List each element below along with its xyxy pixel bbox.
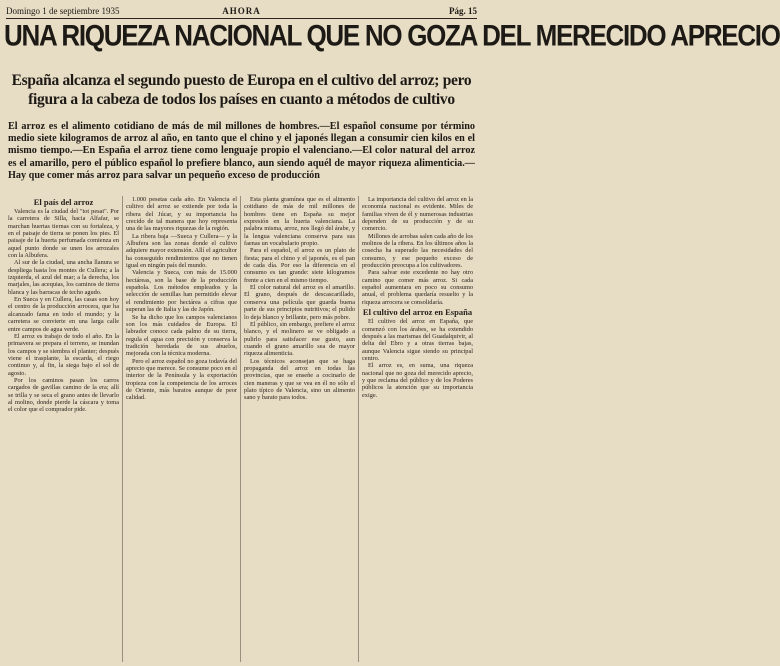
- section-title: El país del arroz: [33, 197, 94, 207]
- subheadline: España alcanza el segundo puesto de Europa en el cultivo del arroz; pero figura a la cabeza de todos los países en cuanto a métodos de cultivo: [11, 72, 472, 108]
- column-divider: [358, 196, 359, 662]
- column-paragraph: La ribera baja —Sueca y Cullera— y la Albufera son las zonas donde el cultivo adquiere mayor extensión. Allí el agricultor ha conseguido rendimientos que no tienen igual en ningún país del mundo.: [126, 232, 237, 270]
- column-paragraph: Por los caminos pasan los carros cargados de gavillas camino de la era; allí se trilla y se seca el grano antes de llevarlo al molino, donde pierde la cáscara y toma el color que el comprador pide.: [8, 376, 119, 414]
- column-paragraph: El arroz es, en suma, una riqueza nacional que no goza del merecido aprecio, y que reclama del público y de los Poderes públicos la atención que su importancia exige.: [362, 362, 473, 399]
- column-paragraph: Se ha dicho que los campos valencianos son los más cuidados de Europa. El labrador conoce cada palmo de su tierra, regula el agua con precisión y conserva la tradición heredada de sus abuelos, mejorada con la técnica moderna.: [126, 313, 237, 358]
- column-paragraph: Valencia es la ciudad del "tot pesat". Por la carretera de Silla, hacia Alfafar, se marchan huertas tiernas con su fortaleza, y en el paisaje de tierra se ponen los pies. El paisaje de la huerta perfumada comienza en aquel punto donde se unen los arrozales con la Albufera.: [8, 208, 119, 260]
- masthead: [6, 4, 477, 19]
- column-paragraph: 1.000 pesetas cada año. En Valencia el cultivo del arroz se extiende por toda la ribera del Júcar, y su importancia ha crecido de tal manera que hoy representa una de las mayores riquezas de la región.: [126, 196, 237, 233]
- article-column-4: [362, 196, 473, 662]
- column-paragraph: El cultivo del arroz en España, que comenzó con los árabes, se ha extendido después a las marismas del Guadalquivir, al delta del Ebro y a otras tierras bajas, aunque Valencia sigue siendo su principal centro.: [362, 318, 473, 362]
- article-column-3: [244, 196, 355, 662]
- column-paragraph: El público, sin embargo, prefiere el arroz blanco, y el molinero se ve obligado a pulirlo para satisfacer ese gusto, aun cuando el grano amarillo sea de mayor riqueza alimenticia.: [244, 320, 355, 358]
- column-paragraph: Al sur de la ciudad, una ancha llanura se despliega hasta los montes de Cullera; a la izquierda, el azul del mar; a la derecha, los marjales, las acequias, los caminos de tierra blanca y las barracas de techo agudo.: [8, 259, 119, 296]
- issue-date: Domingo 1 de septiembre 1935: [6, 6, 120, 16]
- column-paragraph: Millones de arrobas salen cada año de los molinos de la ribera. En los últimos años la cosecha ha superado las necesidades del consumo, y ese pequeño exceso de producción preocupa a los cultivadores.: [362, 232, 473, 270]
- column-paragraph: Para salvar este excedente no hay otro camino que comer más arroz. Si cada español aumentara en poco su consumo anual, el problema quedaría resuelto y la riqueza arrocera se consolidaría.: [362, 269, 473, 306]
- article-columns: [8, 196, 477, 662]
- column-paragraph: Los técnicos aconsejan que se haga propaganda del arroz en todas las provincias, que se enseñe a cocinarlo de cien maneras y que se vea en él no sólo el plato típico de Valencia, sino un alimento sano y barato para todos.: [244, 357, 355, 402]
- section-title: El cultivo del arroz en España: [362, 307, 473, 318]
- article-column-2: [126, 196, 237, 662]
- article-column-1: [8, 196, 119, 662]
- column-paragraph: Esta planta gramínea que es el alimento cotidiano de más de mil millones de hombres tiene en España su mejor expresión en la huerta valenciana. La palabra misma, arroz, nos llegó del árabe, y la lengua valenciana conserva para sus faenas un vocabulario propio.: [244, 196, 355, 248]
- column-paragraph: En Sueca y en Cullera, las casas son hoy el centro de la producción arrocera, que ha alcanzado fama en todo el mundo; y la carretera se convierte en una larga calle entre campos de agua verde.: [8, 296, 119, 333]
- lead-paragraph: El arroz es el alimento cotidiano de más de mil millones de hombres.—El español consume por término medio siete kilogramos de arroz al año, en tanto que el chino y el japonés llegan a consumir cien kilos en el mismo tiempo.—En España el arroz tiene como lenguaje propio el valenciano.—El color natural del arroz es el amarillo, pero el público español lo prefiere blanco, aun siendo aquél de mayor riqueza alimenticia.—Hay que comer más arroz para salvar un pequeño exceso de producción: [8, 121, 475, 181]
- newspaper-title: AHORA: [222, 6, 261, 16]
- column-paragraph: El color natural del arroz es el amarillo. El grano, después de descascarillado, conserva una película que guarda buena parte de sus principios nutritivos; el pulido lo deja blanco y brillante, pero más pobre.: [244, 284, 355, 321]
- headline: UNA RIQUEZA NACIONAL QUE NO GOZA DEL MERECIDO APRECIO: [4, 17, 780, 53]
- column-divider: [240, 196, 241, 662]
- column-paragraph: Pero el arroz español no goza todavía del aprecio que merece. Se consume poco en el interior de la Península y la exportación tropieza con la competencia de los arroces de Oriente, más baratos aunque de peor calidad.: [126, 357, 237, 402]
- column-paragraph: El arroz es trabajo de todo el año. En la primavera se prepara el terreno, se inundan los campos y se siembra el planter; después viene el trasplante, la escarda, el riego continuo y, al fin, la siega bajo el sol de agosto.: [8, 332, 119, 377]
- column-paragraph: Para el español, el arroz es un plato de fiesta; para el chino y el japonés, es el pan de cada día. Por eso la diferencia en el consumo es tan grande: siete kilogramos frente a cien en el mismo tiempo.: [244, 247, 355, 284]
- column-paragraph: La importancia del cultivo del arroz en la economía nacional es evidente. Miles de familias viven de él y numerosas industrias dependen de su producción y de su comercio.: [362, 196, 473, 233]
- column-paragraph: Valencia y Sueca, con más de 15.000 hectáreas, son la base de la producción española. Los métodos empleados y la selección de semillas han permitido elevar el rendimiento por hectárea a cifras que superan las de Italia y las de Japón.: [126, 269, 237, 314]
- page-number: Pág. 15: [449, 6, 477, 16]
- column-divider: [122, 196, 123, 662]
